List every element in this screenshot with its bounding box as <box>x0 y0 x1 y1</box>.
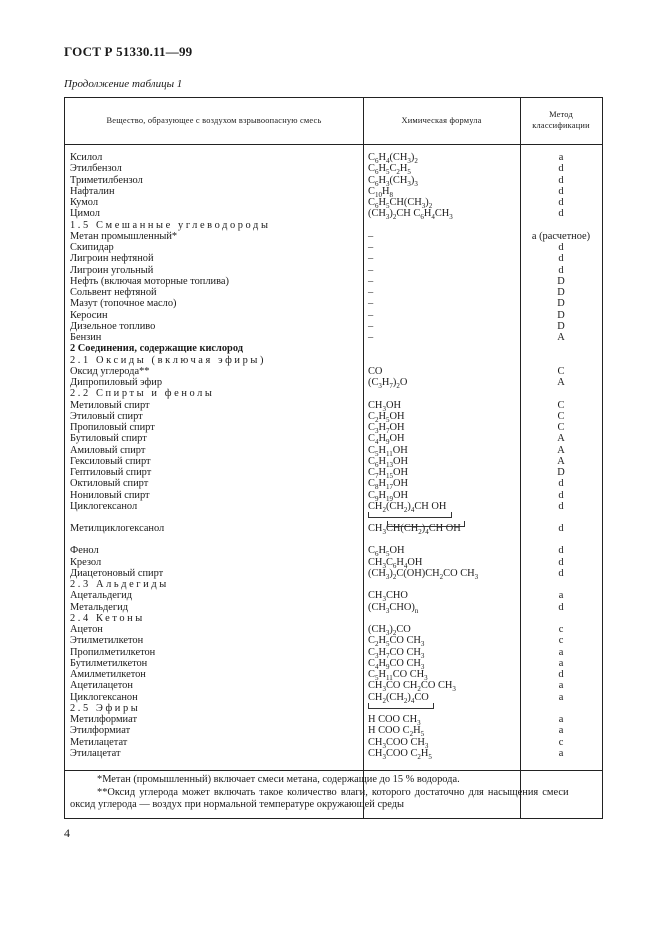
page-number: 4 <box>64 826 70 840</box>
classification-method: d <box>558 489 564 501</box>
chemical-formula: $C_{10}H_8$ <box>368 185 393 199</box>
table-row <box>65 343 602 354</box>
classification-method: A <box>557 332 565 343</box>
table-caption: Продолжение таблицы 1 <box>64 78 183 90</box>
substance-name: Бензин <box>70 332 102 343</box>
chemical-formula: $CH_3OH$ <box>368 399 401 413</box>
chemical-formula: $C_9H_{19}OH$ <box>368 489 408 503</box>
table-row <box>65 433 602 447</box>
table-row <box>65 590 602 604</box>
chemical-formula: $C_6H_{13}OH$ <box>368 455 408 469</box>
substance-name: Ксилол <box>70 152 103 163</box>
classification-method: d <box>558 556 564 568</box>
substance-name: Метальдегид <box>70 601 129 613</box>
substance-name: Лигроин угольный <box>70 264 154 276</box>
chemical-formula: $(CH_3CHO)_n$ <box>368 601 419 615</box>
classification-method: D <box>557 467 565 478</box>
chemical-formula: – <box>368 275 374 287</box>
substance-name: Амиловый спирт <box>70 444 146 456</box>
table-row <box>65 490 602 501</box>
classification-method: d <box>558 478 564 490</box>
substance-name: Октиловый спирт <box>70 478 149 490</box>
chemical-formula: – <box>368 264 374 276</box>
chemical-formula: $CH_2(CH_2)_4CH$ OH <box>368 500 447 514</box>
table-row <box>65 186 602 197</box>
chemical-formula: – <box>368 332 374 343</box>
table-row <box>65 568 602 579</box>
table-row <box>65 310 602 321</box>
substance-name: Кумол <box>70 197 99 208</box>
classification-method: d <box>558 500 564 512</box>
table-row <box>65 265 602 276</box>
substance-name: Циклогексанол <box>70 500 138 512</box>
classification-method: D <box>557 298 565 310</box>
section-heading: 2.1 Оксиды (включая эфиры) <box>70 354 267 366</box>
table-row <box>65 579 602 590</box>
section-heading: 2.4 Кетоны <box>70 612 145 624</box>
table-row <box>65 175 602 186</box>
table-row <box>65 298 602 309</box>
substance-name: Этилформиат <box>70 725 131 737</box>
substance-name: Метилацетат <box>70 736 128 748</box>
table-row <box>65 321 602 332</box>
classification-method: d <box>558 567 564 579</box>
table-row <box>65 197 602 211</box>
chemical-formula: $C_4H_9CO$ $CH_3$ <box>368 657 425 671</box>
table-row <box>65 545 602 559</box>
table-row <box>65 388 602 399</box>
chemical-formula: – <box>368 309 374 321</box>
table-row <box>65 602 602 613</box>
substance-name: Ацетилацетон <box>70 680 133 692</box>
table-row <box>65 287 602 298</box>
chemical-formula: $C_2H_5CO$ $CH_3$ <box>368 635 425 649</box>
substance-name: Гептиловый спирт <box>70 467 152 478</box>
note-methane: *Метан (промышленный) включает смеси метана, содержащие до 15 % водорода. <box>97 774 460 785</box>
section-heading: 2.2 Спирты и фенолы <box>70 388 215 400</box>
table-row <box>65 748 602 759</box>
substance-name: Этилацетат <box>70 747 121 759</box>
table-row <box>65 208 602 222</box>
classification-method: d <box>558 242 564 253</box>
classification-method: d <box>558 197 564 208</box>
substance-name: Нефть (включая моторные топлива) <box>70 275 229 287</box>
chemical-formula: $C_7H_{15}OH$ <box>368 467 408 481</box>
chemical-formula: $C_6H_4(CH_3)_2$ <box>368 152 418 166</box>
chemical-formula: $(CH_3)_2C(OH)CH_2CO$ $CH_3$ <box>368 567 479 581</box>
chemical-formula: $C_3H_7CO$ $CH_3$ <box>368 646 425 660</box>
substance-name: Этилметилкетон <box>70 635 144 647</box>
chemical-formula: $(CH_3)_2CH$ $C_6H_4CH_3$ <box>368 208 453 222</box>
classification-method: a <box>558 680 564 692</box>
substance-name: Цимол <box>70 208 100 220</box>
table-row <box>65 467 602 481</box>
classification-method: d <box>558 185 564 197</box>
classification-method: a <box>558 646 564 658</box>
chemical-formula: $(CH_3)_2CO$ <box>368 624 411 638</box>
header-formula: Химическая формула <box>401 116 482 125</box>
classification-method: A <box>557 455 565 467</box>
chemical-formula: $C_8H_{17}OH$ <box>368 478 408 492</box>
chemical-formula: $C_3H_7OH$ <box>368 422 405 436</box>
substance-name: Керосин <box>70 309 108 321</box>
chemical-formula: – <box>368 230 374 242</box>
substance-name: Гексиловый спирт <box>70 455 151 467</box>
note-carbon-monoxide: **Оксид углерода может включать такое количество влаги, которого достаточно для насыщения смеси <box>97 787 569 798</box>
section-heading: 2 Соединения, содержащие кислород <box>70 343 243 355</box>
substance-name: Амилметилкетон <box>70 669 146 680</box>
table-row <box>65 332 602 343</box>
substance-name: Этиловый спирт <box>70 410 143 422</box>
classification-method: a (расчетное) <box>531 230 591 242</box>
chemical-formula: $(C_3H_7)_2O$ <box>368 377 408 391</box>
substance-name: Крезол <box>70 556 102 568</box>
substance-name: Скипидар <box>70 242 114 253</box>
table-row <box>65 411 602 422</box>
substance-name: Триметилбензол <box>70 174 143 186</box>
table-row <box>65 400 602 411</box>
substance-name: Фенол <box>70 545 99 557</box>
chemical-formula: CO <box>368 365 383 377</box>
header-divider <box>65 144 602 145</box>
table-row <box>65 680 602 694</box>
chemical-formula: $CH_3COO$ $C_2H_5$ <box>368 747 432 761</box>
table-row <box>65 635 602 649</box>
chemical-formula: $CH_3COO$ $CH_3$ <box>368 736 429 750</box>
table-row <box>65 658 602 669</box>
substance-name: Метиловый спирт <box>70 399 150 411</box>
table-row <box>65 647 602 658</box>
table-row <box>65 152 602 166</box>
chemical-formula: H COO $C_2H_5$ <box>368 725 425 739</box>
substance-name: Метан промышленный* <box>70 230 178 242</box>
table-row <box>65 366 602 377</box>
substance-name: Нониловый спирт <box>70 489 150 501</box>
classification-method: a <box>558 714 564 725</box>
substance-name: Ацетон <box>70 624 103 635</box>
table-row <box>65 501 602 512</box>
classification-method: C <box>557 399 565 411</box>
classification-method: c <box>558 736 564 748</box>
substance-name: Дипропиловый эфир <box>70 377 163 388</box>
table-row <box>65 276 602 287</box>
classification-method: C <box>557 365 565 377</box>
substances-table <box>64 97 603 819</box>
table-row <box>65 163 602 177</box>
classification-method: c <box>558 624 564 635</box>
classification-method: d <box>558 163 564 175</box>
table-row <box>65 478 602 492</box>
chemical-formula: $C_5H_{11}OH$ <box>368 444 408 458</box>
classification-method: C <box>557 410 565 422</box>
classification-method: a <box>558 747 564 759</box>
chemical-formula: – <box>368 298 374 310</box>
table-row <box>65 456 602 467</box>
chemical-formula: $CH_3CH(CH_2)_4CH$ OH <box>368 523 461 537</box>
classification-method: a <box>558 725 564 737</box>
notes-divider <box>65 770 602 771</box>
chemical-formula: – <box>368 242 374 253</box>
table-row <box>65 253 602 264</box>
classification-method: d <box>558 669 564 680</box>
table-row <box>65 557 602 568</box>
classification-method: d <box>558 545 564 557</box>
classification-method: d <box>558 208 564 220</box>
table-row <box>65 445 602 456</box>
chemical-formula: $C_6H_5CH(CH_3)_2$ <box>368 197 433 211</box>
classification-method: A <box>557 433 565 445</box>
table-row <box>65 692 602 703</box>
chemical-formula: $CH_3C_6H_4OH$ <box>368 556 423 570</box>
note-carbon-monoxide-cont: оксид углерода — воздух при нормальной температуре окружающей среды <box>70 799 404 810</box>
substance-name: Метилформиат <box>70 714 137 725</box>
substance-name: Лигроин нефтяной <box>70 253 154 265</box>
chemical-formula: $C_6H_5OH$ <box>368 545 405 559</box>
classification-method: c <box>558 635 564 647</box>
substance-name: Сольвент нефтяной <box>70 287 157 298</box>
table-row <box>65 220 602 231</box>
chemical-formula: $C_5H_{11}CO$ $CH_3$ <box>368 669 428 683</box>
section-heading: 2.5 Эфиры <box>70 702 141 714</box>
table-row <box>65 624 602 638</box>
header-substance: Вещество, образующее с воздухом взрывоопасную смесь <box>106 116 322 125</box>
classification-method: A <box>557 444 565 456</box>
chemical-formula: $CH_3CO$ $CH_2CO$ $CH_3$ <box>368 680 456 694</box>
chemical-formula: – <box>368 320 374 332</box>
classification-method: A <box>557 377 565 388</box>
ring-bond-bracket <box>387 521 465 527</box>
table-row <box>65 355 602 366</box>
chemical-formula: – <box>368 253 374 265</box>
table-row <box>65 703 602 714</box>
chemical-formula: $C_4H_9OH$ <box>368 433 405 447</box>
table-row <box>65 669 602 683</box>
chemical-formula: $CH_3CHO$ <box>368 590 408 604</box>
chemical-formula: $C_6H_5C_2H_5$ <box>368 163 411 177</box>
classification-method: C <box>557 422 565 433</box>
table-row <box>65 523 602 537</box>
classification-method: a <box>558 691 564 703</box>
chemical-formula: $C_6H_3(CH_3)_3$ <box>368 174 418 188</box>
ring-bond-bracket <box>368 512 452 518</box>
header-method-line1: Метод <box>549 110 573 119</box>
section-heading: 2.3 Альдегиды <box>70 579 169 590</box>
classification-method: d <box>558 264 564 276</box>
substance-name: Ацетальдегид <box>70 590 132 602</box>
classification-method: a <box>558 590 564 602</box>
substance-name: Диацетоновый спирт <box>70 567 164 579</box>
classification-method: D <box>557 309 565 321</box>
substance-name: Дизельное топливо <box>70 320 156 332</box>
classification-method: d <box>558 523 564 534</box>
table-row <box>65 613 602 624</box>
chemical-formula: $CH_2(CH_2)_4CO$ <box>368 691 429 705</box>
classification-method: d <box>558 174 564 186</box>
substance-name: Мазут (топочное масло) <box>70 298 177 310</box>
substance-name: Нафталин <box>70 185 115 197</box>
document-code: ГОСТ Р 51330.11—99 <box>64 44 193 59</box>
section-heading: 1.5 Смешанные углеводороды <box>70 219 271 231</box>
substance-name: Пропилметилкетон <box>70 646 156 658</box>
substance-name: Оксид углерода** <box>70 365 150 377</box>
classification-method: D <box>557 287 565 298</box>
substance-name: Метилциклогексанол <box>70 523 165 534</box>
substance-name: Циклогексанон <box>70 691 138 703</box>
substance-name: Пропиловый спирт <box>70 422 155 433</box>
substance-name: Бутилметилкетон <box>70 657 148 669</box>
chemical-formula: H COO $CH_3$ <box>368 714 421 728</box>
table-row <box>65 242 602 253</box>
table-row <box>65 725 602 739</box>
classification-method: d <box>558 253 564 265</box>
classification-method: d <box>558 601 564 613</box>
header-method-line2: классификации <box>532 121 590 130</box>
chemical-formula: – <box>368 287 374 298</box>
classification-method: D <box>557 320 565 332</box>
table-row <box>65 377 602 391</box>
table-row <box>65 231 602 242</box>
substance-name: Этилбензол <box>70 163 122 175</box>
table-row <box>65 737 602 748</box>
table-row <box>65 422 602 436</box>
substance-name: Бутиловый спирт <box>70 433 147 445</box>
classification-method: a <box>558 657 564 669</box>
classification-method: D <box>557 275 565 287</box>
classification-method: a <box>558 152 564 163</box>
table-row <box>65 714 602 728</box>
chemical-formula: $C_2H_5OH$ <box>368 410 405 424</box>
